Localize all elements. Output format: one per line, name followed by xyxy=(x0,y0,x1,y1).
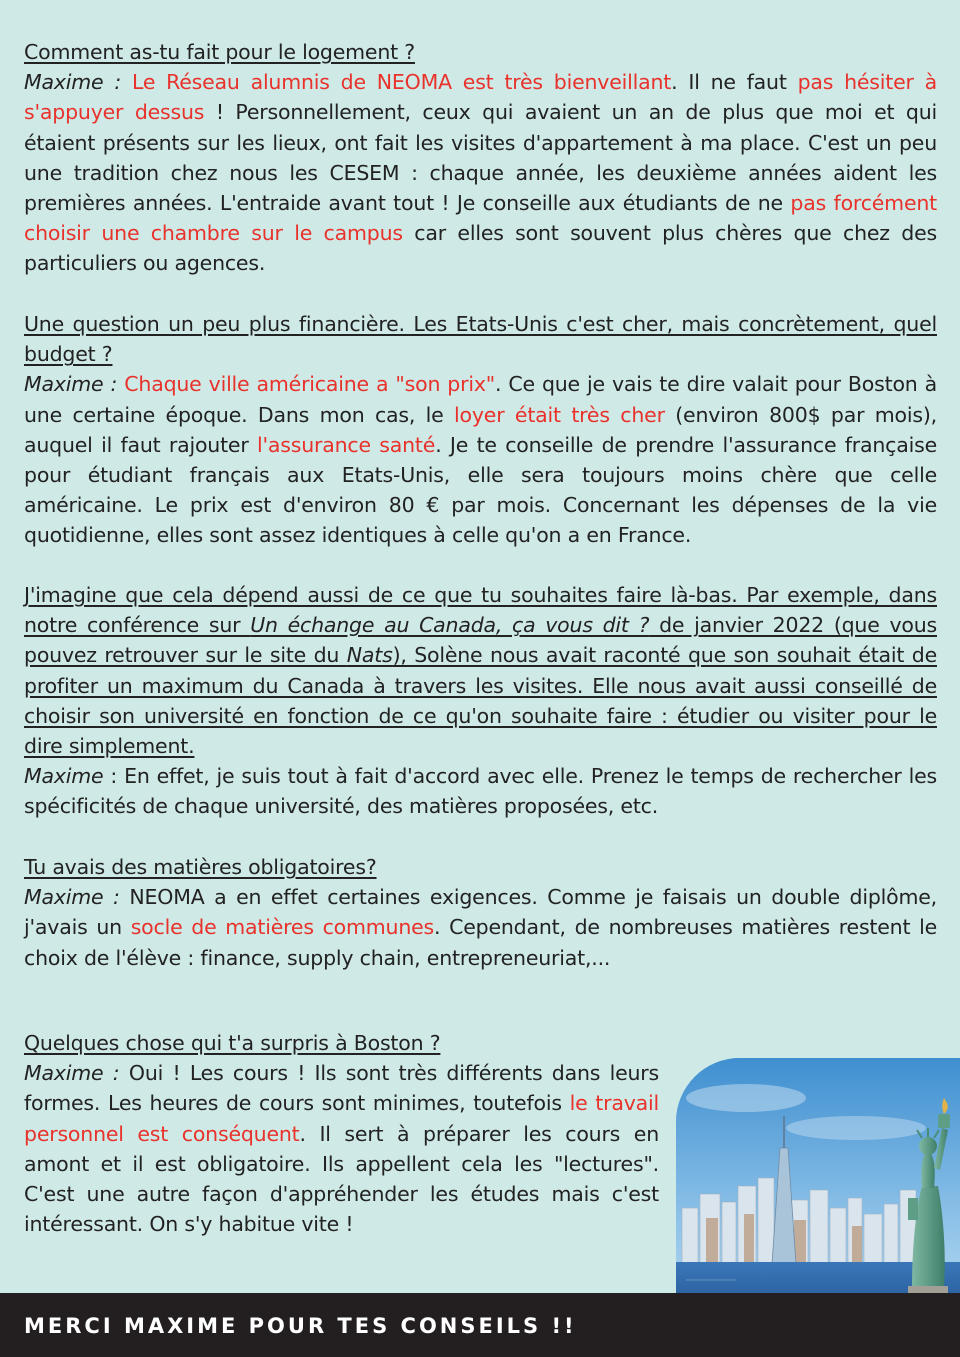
highlight-text: pas hésiter à s'appuyer dessus xyxy=(24,70,938,125)
speaker-label: Maxime : xyxy=(24,885,120,910)
question-goals: J'imagine que cela dépend aussi de ce que tu souhaites faire là-bas. Par exemple, dans notre conférence sur Un échange au Canada, ça vous dit ? de janvier 2022 (que vous pouvez retrouver sur le site du Nats), Solène nous avait raconté que son souhait était de profiter un maximum du Canada à travers les visites. Elle nous avait aussi conseillé de choisir son université en fonction de ce qu'on souhaite faire : étudier ou visiter pour le dire simplement. xyxy=(24,583,937,759)
speaker-label: Maxime : xyxy=(24,1061,120,1086)
highlight-text: l'assurance santé xyxy=(256,432,436,457)
question-budget: Une question un peu plus financière. Les Etats-Unis c'est cher, mais concrètement, quel budget ? xyxy=(24,312,937,367)
answer-goals: Maxime : En effet, je suis tout à fait d'accord avec elle. Prenez le temps de rechercher les spécificités de chaque université, des matières proposées, etc. xyxy=(24,764,937,819)
highlight-text: loyer était très cher xyxy=(454,402,665,427)
speaker-label: Maxime : xyxy=(24,372,118,397)
footer-thanks: MERCI MAXIME POUR TES CONSEILS !! xyxy=(24,1314,577,1338)
highlight-text: socle de matières communes xyxy=(130,915,435,940)
section-budget xyxy=(24,309,937,551)
answer-budget: Maxime : Chaque ville américaine a "son prix". Ce que je vais te dire valait pour Boston à une certaine époque. Dans mon cas, le loyer était très cher (environ 800$ par mois), auquel il faut rajouter l'assurance santé. Je te conseille de prendre l'assurance française pour étudiant français aux Etats-Unis, elle sera toujours moins chère que celle américaine. Le prix est d'environ 80 € par mois. Concernant les dépenses de la vie quotidienne, elles sont assez identiques à celle qu'on a en France. xyxy=(24,372,938,548)
highlight-text: Chaque ville américaine a "son prix" xyxy=(124,372,495,397)
section-mandatory-courses xyxy=(24,852,937,973)
section-housing xyxy=(24,37,937,279)
speaker-label: Maxime : xyxy=(24,70,122,95)
answer-surprise: Maxime : Oui ! Les cours ! Ils sont très différents dans leurs formes. Les heures de cours sont minimes, toutefois le travail personnel est conséquent. Il sert à préparer les cours en amont et il est obligatoire. Ils appellent cela les "lectures". C'est une autre façon d'appréhender les études mais c'est intéressant. On s'y habitue vite ! xyxy=(24,1061,660,1237)
answer-mandatory-courses: Maxime : NEOMA a en effet certaines exigences. Comme je faisais un double diplôme, j'avais un socle de matières communes. Cependant, de nombreuses matières restent le choix de l'élève : finance, supply chain, entrepreneuriat,... xyxy=(24,885,937,970)
speaker-label: Maxime xyxy=(24,764,104,789)
section-goals xyxy=(24,580,937,822)
question-housing: Comment as-tu fait pour le logement ? xyxy=(24,40,415,64)
section-surprise xyxy=(24,1028,659,1239)
question-mandatory-courses: Tu avais des matières obligatoires? xyxy=(24,855,377,879)
question-surprise: Quelques chose qui t'a surpris à Boston ? xyxy=(24,1031,441,1055)
highlight-text: pas forcément choisir une chambre sur le campus xyxy=(24,191,937,246)
answer-housing: Maxime : Le Réseau alumnis de NEOMA est très bienveillant. Il ne faut pas hésiter à s'appuyer dessus ! Personnellement, ceux qui avaient un an de plus que moi et qui étaient présents sur les lieux, ont fait les visites d'appartement à ma place. C'est un peu une tradition chez nous les CESEM : chaque année, les deuxième années aident les premières années. L'entraide avant tout ! Je conseille aux étudiants de ne pas forcément choisir une chambre sur le campus car elles sont souvent plus chères que chez des particuliers ou agences. xyxy=(24,70,938,276)
highlight-text: Le Réseau alumnis de NEOMA est très bienveillant xyxy=(131,70,672,95)
highlight-text: le travail personnel est conséquent xyxy=(24,1091,659,1146)
